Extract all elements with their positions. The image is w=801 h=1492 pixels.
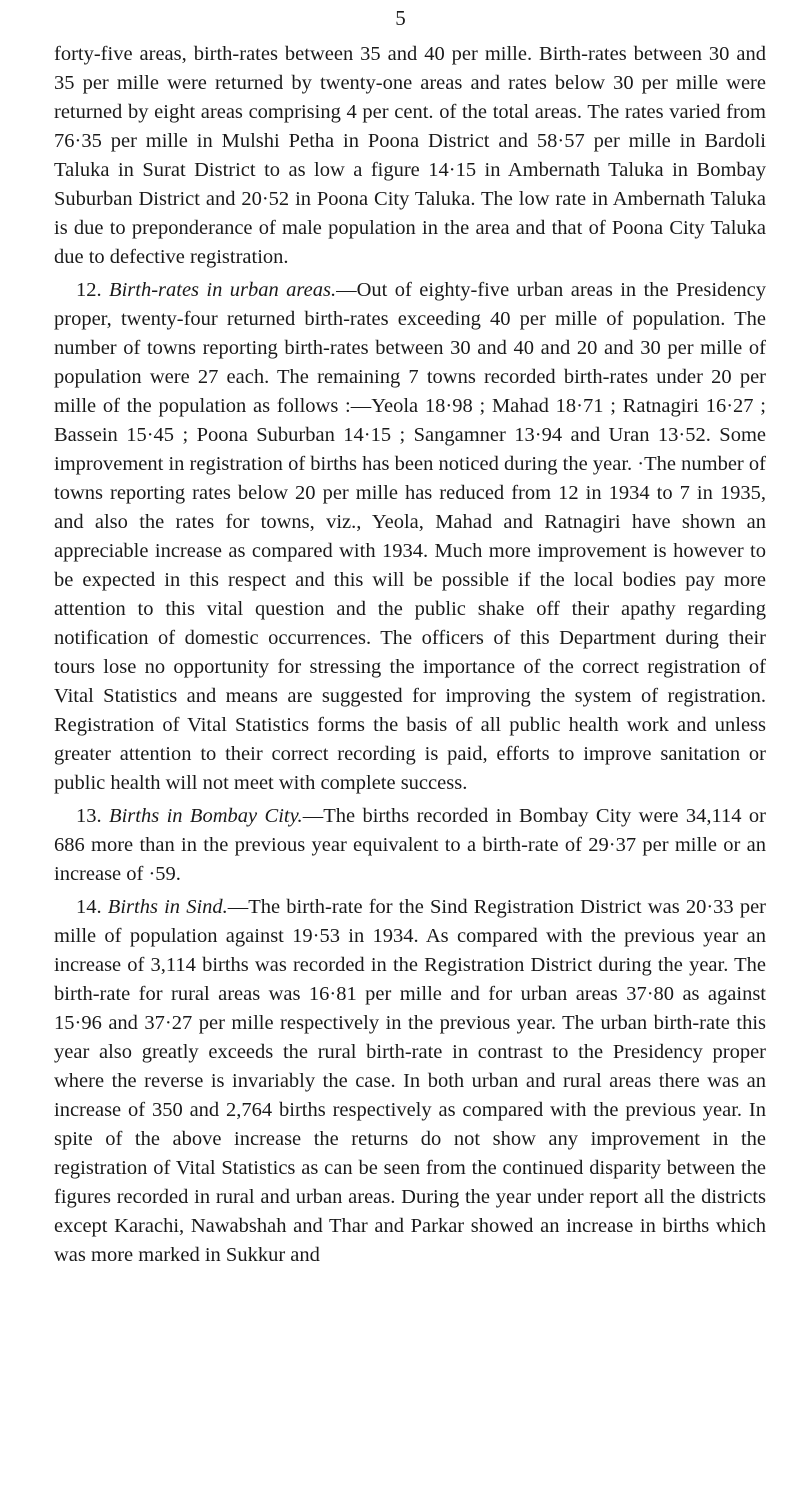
paragraph-text: —Out of eighty-five urban areas in the Presidency proper, twenty-four returned birth-rates exceeding 40 per mille of population. The number of towns reporting birth-rates between 30 and 40 and 20 and 30 per mille of population were 27 each. The remaining 7 towns recorded birth-rates under 20 per mille of the population as follows :—Yeola 18·98 ; Mahad 18·71 ; Ratnagiri 16·27 ; Bassein 15·45 ; Poona Suburban 14·15 ; Sangamner 13·94 and Uran 13·52. Some improvement in registration of births has been noticed during the year. ·The number of towns reporting rates below 20 per mille has reduced from 12 in 1934 to 7 in 1935, and also the rates for towns, viz., Yeola, Mahad and Ratnagiri have shown an appreciable increase as compared with 1934. Much more improvement is however to be expected in this respect and this will be possible if the local bodies pay more attention to this vital question and the public shake off their apathy regarding notification of domestic occurrences. The officers of this Department during their tours lose no opportunity for stressing the importance of the correct registration of Vital Statistics and means are suggested for improving the system of registration. Registration of Vital Statistics forms the basis of all public health work and unless greater attention to their correct recording is paid, efforts to improve sanitation or public health will not meet with complete success. <box>54 279 767 794</box>
paragraph-number: 14. <box>76 896 102 918</box>
document-body <box>54 40 766 1270</box>
paragraph-heading: Births in Bombay City. <box>109 805 303 827</box>
paragraph-text: —The births recorded in Bombay City were 34,114 or 686 more than in the previous year equivalent to a birth-rate of 29·37 per mille or an increase of ·59. <box>54 805 767 885</box>
paragraph-13-births-bombay <box>54 802 766 889</box>
paragraph-text: forty-five areas, birth-rates between 35 and 40 per mille. Birth-rates between 30 and 35 per mille were returned by twenty-one areas and rates below 30 per mille were returned by eight areas comprising 4 per cent. of the total areas. The rates varied from 76·35 per mille in Mulshi Petha in Poona District and 58·57 per mille in Bardoli Taluka in Surat District to as low a figure 14·15 in Ambernath Taluka in Bombay Suburban District and 20·52 in Poona City Taluka. The low rate in Ambernath Taluka is due to preponderance of male population in the area and that of Poona City Taluka due to defective registration. <box>54 43 766 268</box>
paragraph-12-birth-rates-urban <box>54 276 766 798</box>
paragraph-text: —The birth-rate for the Sind Registration District was 20·33 per mille of population against 19·53 in 1934. As compared with the previous year an increase of 3,114 births was recorded in the Registration District during the year. The birth-rate for rural areas was 16·81 per mille and for urban areas 37·80 as against 15·96 and 37·27 per mille respectively in the previous year. The urban birth-rate this year also greatly exceeds the rural birth-rate in contrast to the Presidency proper where the reverse is invariably the case. In both urban and rural areas there was an increase of 350 and 2,764 births respectively as compared with the previous year. In spite of the above increase the returns do not show any improvement in the registration of Vital Statistics as can be seen from the continued disparity between the figures recorded in rural and urban areas. During the year under report all the districts except Karachi, Nawabshah and Thar and Parkar showed an increase in births which was more marked in Sukkur and <box>54 896 767 1266</box>
paragraph-continuation <box>54 40 766 272</box>
paragraph-number: 13. <box>76 805 102 827</box>
paragraph-heading: Birth-rates in urban areas. <box>109 279 337 301</box>
paragraph-14-births-sind <box>54 893 766 1270</box>
paragraph-heading: Births in Sind. <box>107 896 228 918</box>
page-number: 5 <box>395 6 406 30</box>
paragraph-number: 12. <box>76 279 102 301</box>
